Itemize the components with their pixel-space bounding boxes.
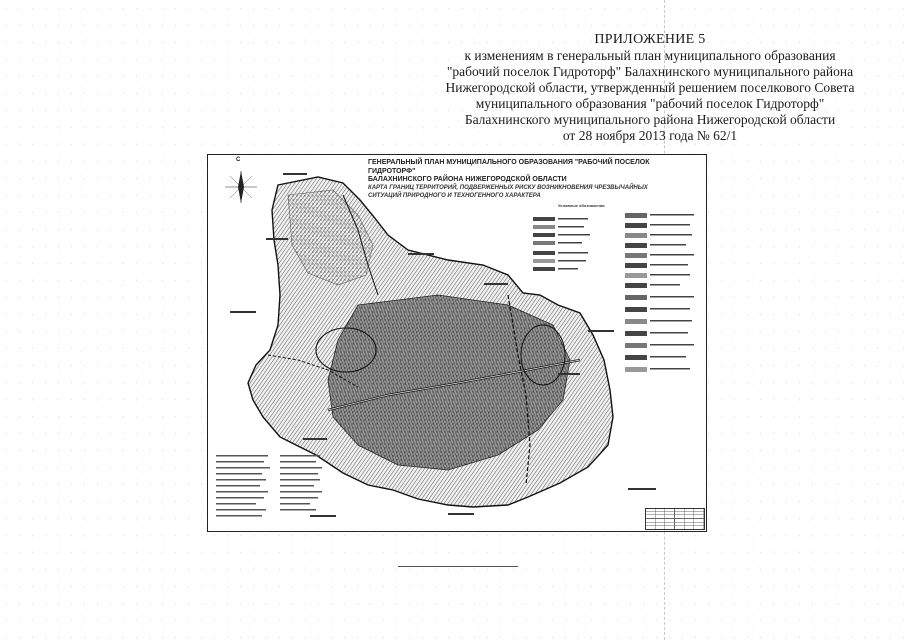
header-line-6: от 28 ноября 2013 года № 62/1 — [562, 128, 738, 143]
compass-label: С — [236, 157, 241, 163]
legend-block-mid — [533, 217, 590, 271]
header-line-1: к изменениям в генеральный план муниципального образования — [464, 48, 836, 63]
header-line-5: Балахнинского муниципального района Нижегородской области — [464, 112, 836, 127]
map-title-line-2: БАЛАХНИНСКОГО РАЙОНА НИЖЕГОРОДСКОЙ ОБЛАСТИ — [368, 176, 567, 183]
map-title — [368, 159, 678, 185]
map-title-line-1: ГЕНЕРАЛЬНЫЙ ПЛАН МУНИЦИПАЛЬНОГО ОБРАЗОВАНИЯ "РАБОЧИЙ ПОСЕЛОК ГИДРОТОРФ" — [368, 159, 650, 175]
title-block-stamp — [645, 508, 705, 530]
compass-rose — [225, 171, 257, 203]
legend-block-bottom — [216, 455, 322, 517]
map-subtitle-line-1: КАРТА ГРАНИЦ ТЕРРИТОРИЙ, ПОДВЕРЖЕННЫХ РИСКУ ВОЗНИКНОВЕНИЯ ЧРЕЗВЫЧАЙНЫХ — [368, 185, 648, 191]
map-subtitle-line-2: СИТУАЦИЙ ПРИРОДНОГО И ТЕХНОГЕННОГО ХАРАКТЕРА — [368, 192, 541, 199]
header-line-3: Нижегородской области, утвержденный решением поселкового Совета — [445, 80, 855, 95]
legend-block-right — [625, 213, 694, 372]
legend-heading: Условные обозначения — [558, 203, 605, 208]
appendix-title: ПРИЛОЖЕНИЕ 5 — [594, 32, 706, 47]
map-subtitle — [368, 185, 678, 200]
header-line-2: "рабочий поселок Гидроторф" Балахнинского муниципального района — [446, 64, 854, 79]
map-drawing — [208, 155, 706, 531]
master-plan-map-sheet — [207, 154, 707, 532]
header-line-4: муниципального образования "рабочий поселок Гидроторф" — [475, 96, 825, 111]
bottom-rule — [398, 566, 518, 567]
appendix-header — [440, 32, 860, 144]
